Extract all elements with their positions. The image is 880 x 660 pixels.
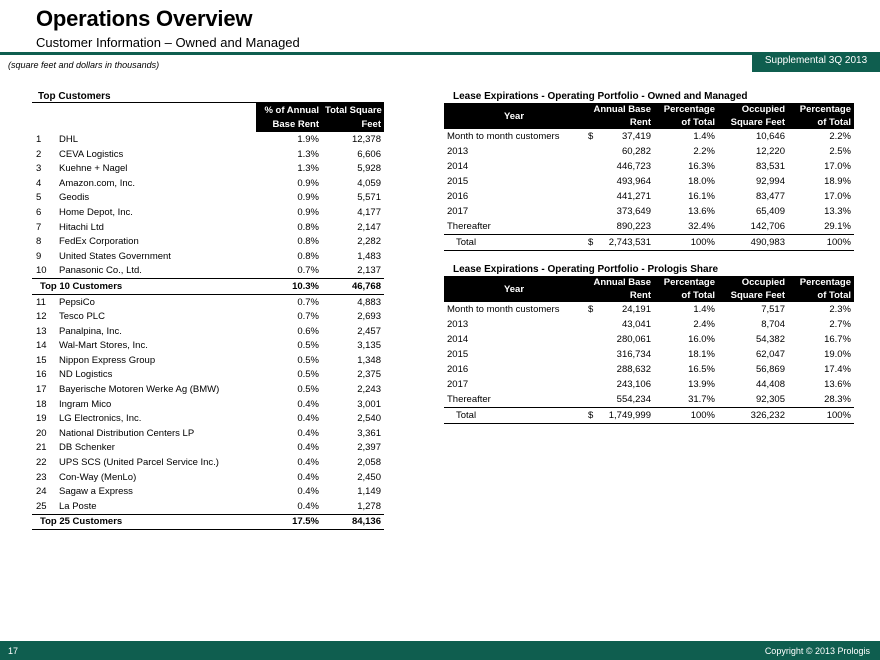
pct-header-2: of Total bbox=[654, 289, 718, 302]
lease-year: Total bbox=[444, 235, 584, 251]
customer-rent-pct: 1.3% bbox=[297, 148, 319, 160]
customer-rent-pct: 0.8% bbox=[297, 221, 319, 233]
lease-year: Month to month customers bbox=[447, 131, 560, 142]
customer-sqft: 4,177 bbox=[357, 206, 381, 218]
customer-sqft: 2,243 bbox=[357, 384, 381, 396]
currency-symbol: $ bbox=[588, 237, 594, 248]
lease-occupied-sqft: 12,220 bbox=[755, 146, 785, 157]
table-row bbox=[32, 249, 384, 264]
table-row bbox=[32, 132, 384, 147]
lease-year: 2015 bbox=[447, 176, 469, 187]
units-note: (square feet and dollars in thousands) bbox=[8, 60, 160, 70]
lease-rent-pct: 18.1% bbox=[688, 349, 715, 360]
rent-value: 288,632 bbox=[616, 364, 651, 375]
customer-rank: 9 bbox=[36, 250, 42, 262]
currency-symbol: $ bbox=[588, 410, 594, 421]
table-row bbox=[32, 441, 384, 456]
customer-sqft: 2,282 bbox=[357, 236, 381, 248]
customer-sqft: 2,457 bbox=[357, 325, 381, 337]
table-row bbox=[444, 219, 854, 235]
customer-name: ND Logistics bbox=[59, 369, 113, 381]
customer-sqft: 2,540 bbox=[357, 413, 381, 425]
lease-rent-pct: 16.3% bbox=[688, 161, 715, 172]
lease-occupied-sqft: 92,305 bbox=[755, 394, 785, 405]
rent-value: 554,234 bbox=[616, 394, 651, 405]
customer-name: Nippon Express Group bbox=[59, 354, 156, 366]
customer-sqft: 1,149 bbox=[357, 486, 381, 498]
top-25-label: Top 25 Customers bbox=[32, 514, 256, 530]
lease-occupied-sqft: 56,869 bbox=[755, 364, 785, 375]
total-row bbox=[444, 408, 854, 424]
customer-sqft: 2,397 bbox=[357, 442, 381, 454]
customer-sqft: 1,278 bbox=[357, 500, 381, 512]
lease-annual-rent bbox=[584, 377, 654, 392]
customer-rent-pct: 0.5% bbox=[297, 340, 319, 352]
table-row bbox=[32, 309, 384, 324]
lease-occupied-sqft: 7,517 bbox=[761, 304, 785, 315]
lease-sqft-pct: 17.4% bbox=[824, 364, 851, 375]
lease-annual-rent bbox=[584, 235, 654, 251]
lease-year: 2014 bbox=[447, 161, 469, 172]
lease-sqft-pct: 17.0% bbox=[824, 161, 851, 172]
top-25-sqft: 84,136 bbox=[322, 514, 384, 530]
customer-sqft: 5,571 bbox=[357, 192, 381, 204]
footer-bar bbox=[0, 641, 880, 660]
lease-annual-rent bbox=[584, 392, 654, 408]
customer-sqft: 1,483 bbox=[357, 250, 381, 262]
customer-rank: 24 bbox=[36, 486, 47, 498]
table-row bbox=[32, 353, 384, 368]
table-row bbox=[444, 144, 854, 159]
table-row bbox=[32, 264, 384, 279]
rent-value: 373,649 bbox=[616, 206, 651, 217]
rent-value: 2,743,531 bbox=[608, 237, 651, 248]
lease-occupied-sqft: 142,706 bbox=[750, 221, 785, 232]
customer-sqft: 1,348 bbox=[357, 354, 381, 366]
table-row bbox=[444, 129, 854, 144]
customer-sqft: 2,375 bbox=[357, 369, 381, 381]
pct2-header-2: of Total bbox=[788, 116, 854, 129]
table-row bbox=[32, 176, 384, 191]
table-row bbox=[444, 174, 854, 189]
top-25-total-row bbox=[32, 514, 384, 530]
lease-annual-rent bbox=[584, 302, 654, 317]
lease-occupied-sqft: 62,047 bbox=[755, 349, 785, 360]
customer-rent-pct: 0.8% bbox=[297, 236, 319, 248]
table-row bbox=[32, 294, 384, 309]
customer-rank: 23 bbox=[36, 471, 47, 483]
lease-sqft-pct: 28.3% bbox=[824, 394, 851, 405]
table-row bbox=[444, 347, 854, 362]
customer-name: Hitachi Ltd bbox=[59, 221, 104, 233]
lease-sqft-pct: 17.0% bbox=[824, 191, 851, 202]
customer-name: Wal-Mart Stores, Inc. bbox=[59, 340, 148, 352]
lease-year: Month to month customers bbox=[447, 304, 560, 315]
customer-name: Bayerische Motoren Werke Ag (BMW) bbox=[59, 384, 220, 396]
page-title: Operations Overview bbox=[36, 6, 253, 31]
lease-share-table bbox=[444, 276, 854, 424]
customer-rent-pct: 0.6% bbox=[297, 325, 319, 337]
rent-value: 243,106 bbox=[616, 379, 651, 390]
table-row bbox=[32, 484, 384, 499]
top-25-pct: 17.5% bbox=[256, 514, 322, 530]
table-row bbox=[32, 397, 384, 412]
customer-rent-pct: 1.3% bbox=[297, 163, 319, 175]
customer-rank: 12 bbox=[36, 311, 47, 323]
top-10-label: Top 10 Customers bbox=[32, 279, 256, 295]
customer-name: Amazon.com, Inc. bbox=[59, 177, 136, 189]
lease-sqft-pct: 2.5% bbox=[829, 146, 851, 157]
customer-sqft: 6,606 bbox=[357, 148, 381, 160]
customer-name: CEVA Logistics bbox=[59, 148, 124, 160]
customer-rank: 18 bbox=[36, 398, 47, 410]
page-number: 17 bbox=[8, 646, 19, 656]
pct2-header-1: Percentage bbox=[788, 103, 854, 116]
customer-rent-pct: 0.4% bbox=[297, 486, 319, 498]
customer-name: Home Depot, Inc. bbox=[59, 206, 133, 218]
top-customers-title: Top Customers bbox=[38, 91, 111, 102]
customer-rent-pct: 0.5% bbox=[297, 369, 319, 381]
lease-owned-title: Lease Expirations - Operating Portfolio - Owned and Managed bbox=[453, 91, 748, 102]
lease-rent-pct: 2.2% bbox=[693, 146, 715, 157]
table-row bbox=[32, 368, 384, 383]
pct-header-1: Percentage bbox=[654, 103, 718, 116]
lease-year: 2017 bbox=[447, 379, 469, 390]
lease-rent-pct: 1.4% bbox=[693, 304, 715, 315]
abr-header-2: Rent bbox=[584, 289, 654, 302]
lease-rent-pct: 16.0% bbox=[688, 334, 715, 345]
lease-sqft-pct: 16.7% bbox=[824, 334, 851, 345]
customer-name: Ingram Mico bbox=[59, 398, 112, 410]
table-row bbox=[32, 339, 384, 354]
lease-rent-pct: 16.5% bbox=[688, 364, 715, 375]
rent-value: 24,191 bbox=[621, 304, 651, 315]
customer-rank: 1 bbox=[36, 133, 42, 145]
lease-sqft-pct: 19.0% bbox=[824, 349, 851, 360]
lease-rent-pct: 1.4% bbox=[693, 131, 715, 142]
lease-occupied-sqft: 65,409 bbox=[755, 206, 785, 217]
customer-rent-pct: 0.5% bbox=[297, 384, 319, 396]
lease-occupied-sqft: 490,983 bbox=[718, 235, 788, 251]
customer-rank: 25 bbox=[36, 500, 47, 512]
col-sqft-header-1: Total Square bbox=[322, 103, 384, 118]
pct-header-2: of Total bbox=[654, 116, 718, 129]
abr-header-1: Annual Base bbox=[584, 276, 654, 289]
rent-value: 493,964 bbox=[616, 176, 651, 187]
customer-sqft: 2,693 bbox=[357, 311, 381, 323]
customer-name: PepsiCo bbox=[59, 296, 95, 308]
lease-annual-rent bbox=[584, 332, 654, 347]
abr-header-2: Rent bbox=[584, 116, 654, 129]
customer-name: Con-Way (MenLo) bbox=[59, 471, 137, 483]
customer-rank: 16 bbox=[36, 369, 47, 381]
lease-rent-pct: 100% bbox=[654, 408, 718, 424]
lease-annual-rent bbox=[584, 159, 654, 174]
lease-rent-pct: 13.6% bbox=[688, 206, 715, 217]
lease-sqft-pct: 2.3% bbox=[829, 304, 851, 315]
top-10-pct: 10.3% bbox=[256, 279, 322, 295]
customer-sqft: 2,147 bbox=[357, 221, 381, 233]
lease-sqft-pct: 29.1% bbox=[824, 221, 851, 232]
lease-year: 2016 bbox=[447, 191, 469, 202]
year-header: Year bbox=[444, 103, 584, 129]
table-row bbox=[32, 411, 384, 426]
table-row bbox=[32, 455, 384, 470]
customer-rank: 19 bbox=[36, 413, 47, 425]
lease-share-title: Lease Expirations - Operating Portfolio - Prologis Share bbox=[453, 264, 719, 275]
lease-sqft-pct: 2.7% bbox=[829, 319, 851, 330]
lease-annual-rent bbox=[584, 408, 654, 424]
table-row bbox=[444, 392, 854, 408]
lease-year: 2013 bbox=[447, 146, 469, 157]
lease-rent-pct: 100% bbox=[654, 235, 718, 251]
pct-header-1: Percentage bbox=[654, 276, 718, 289]
lease-rent-pct: 2.4% bbox=[693, 319, 715, 330]
lease-rent-pct: 32.4% bbox=[688, 221, 715, 232]
customer-sqft: 3,361 bbox=[357, 427, 381, 439]
customer-sqft: 2,058 bbox=[357, 457, 381, 469]
lease-year: Total bbox=[444, 408, 584, 424]
lease-annual-rent bbox=[584, 317, 654, 332]
lease-annual-rent bbox=[584, 219, 654, 235]
customer-rent-pct: 0.4% bbox=[297, 398, 319, 410]
customer-name: UPS SCS (United Parcel Service Inc.) bbox=[59, 457, 219, 469]
top-10-sqft: 46,768 bbox=[322, 279, 384, 295]
lease-year: 2017 bbox=[447, 206, 469, 217]
customer-rank: 5 bbox=[36, 192, 42, 204]
customer-rent-pct: 0.9% bbox=[297, 177, 319, 189]
customer-rent-pct: 0.5% bbox=[297, 354, 319, 366]
col-sqft-header-2: Feet bbox=[322, 118, 384, 133]
customer-rent-pct: 0.7% bbox=[297, 296, 319, 308]
col-annual-rent-header-2: Base Rent bbox=[256, 118, 322, 133]
customer-rank: 21 bbox=[36, 442, 47, 454]
customer-rank: 11 bbox=[36, 296, 46, 308]
customer-rent-pct: 0.8% bbox=[297, 250, 319, 262]
top-customers-table bbox=[32, 103, 384, 530]
customer-rank: 17 bbox=[36, 384, 47, 396]
rent-value: 280,061 bbox=[616, 334, 651, 345]
top-10-subtotal-row bbox=[32, 279, 384, 295]
lease-annual-rent bbox=[584, 174, 654, 189]
customer-sqft: 2,137 bbox=[357, 265, 381, 277]
table-row bbox=[444, 159, 854, 174]
lease-annual-rent bbox=[584, 189, 654, 204]
lease-annual-rent bbox=[584, 204, 654, 219]
lease-year: 2016 bbox=[447, 364, 469, 375]
customer-rank: 15 bbox=[36, 354, 47, 366]
table-row bbox=[444, 317, 854, 332]
pct2-header-2: of Total bbox=[788, 289, 854, 302]
customer-rank: 2 bbox=[36, 148, 42, 160]
customer-rent-pct: 0.4% bbox=[297, 442, 319, 454]
rent-value: 43,041 bbox=[621, 319, 651, 330]
customer-rent-pct: 0.9% bbox=[297, 192, 319, 204]
customer-rent-pct: 0.9% bbox=[297, 206, 319, 218]
customer-name: FedEx Corporation bbox=[59, 236, 139, 248]
table-row bbox=[32, 470, 384, 485]
table-row bbox=[444, 362, 854, 377]
customer-rank: 14 bbox=[36, 340, 47, 352]
customer-name: LG Electronics, Inc. bbox=[59, 413, 142, 425]
table-row bbox=[32, 191, 384, 206]
pct2-header-1: Percentage bbox=[788, 276, 854, 289]
lease-occupied-sqft: 8,704 bbox=[761, 319, 785, 330]
customer-sqft: 12,378 bbox=[351, 133, 381, 145]
table-row bbox=[32, 234, 384, 249]
customer-name: Tesco PLC bbox=[59, 311, 105, 323]
lease-rent-pct: 18.0% bbox=[688, 176, 715, 187]
lease-year: 2013 bbox=[447, 319, 469, 330]
table-row bbox=[444, 377, 854, 392]
customer-rent-pct: 1.9% bbox=[297, 133, 319, 145]
customer-rent-pct: 0.4% bbox=[297, 471, 319, 483]
customer-sqft: 5,928 bbox=[357, 163, 381, 175]
customer-name: DHL bbox=[59, 133, 79, 145]
year-header: Year bbox=[444, 276, 584, 302]
customer-sqft: 3,135 bbox=[357, 340, 381, 352]
lease-annual-rent bbox=[584, 362, 654, 377]
rent-value: 446,723 bbox=[616, 161, 651, 172]
osf-header-1: Occupied bbox=[718, 103, 788, 116]
lease-sqft-pct: 2.2% bbox=[829, 131, 851, 142]
table-row bbox=[32, 220, 384, 235]
lease-year: Thereafter bbox=[447, 394, 491, 405]
lease-year: 2014 bbox=[447, 334, 469, 345]
customer-rank: 10 bbox=[36, 265, 47, 277]
customer-name: National Distribution Centers LP bbox=[59, 427, 195, 439]
abr-header-1: Annual Base bbox=[584, 103, 654, 116]
customer-rent-pct: 0.4% bbox=[297, 413, 319, 425]
lease-rent-pct: 16.1% bbox=[688, 191, 715, 202]
lease-annual-rent bbox=[584, 144, 654, 159]
customer-rent-pct: 0.7% bbox=[297, 265, 319, 277]
header-rule bbox=[0, 52, 880, 55]
currency-symbol: $ bbox=[588, 304, 594, 315]
table-row bbox=[32, 426, 384, 441]
customer-sqft: 3,001 bbox=[357, 398, 381, 410]
lease-owned-table bbox=[444, 103, 854, 251]
table-row bbox=[444, 332, 854, 347]
lease-annual-rent bbox=[584, 347, 654, 362]
lease-occupied-sqft: 92,994 bbox=[755, 176, 785, 187]
rent-value: 890,223 bbox=[616, 221, 651, 232]
osf-header-2: Square Feet bbox=[718, 289, 788, 302]
lease-annual-rent bbox=[584, 129, 654, 144]
lease-year: Thereafter bbox=[447, 221, 491, 232]
total-row bbox=[444, 235, 854, 251]
customer-name: Sagaw a Express bbox=[59, 486, 133, 498]
lease-sqft-pct: 13.3% bbox=[824, 206, 851, 217]
osf-header-1: Occupied bbox=[718, 276, 788, 289]
table-row bbox=[32, 499, 384, 514]
customer-rent-pct: 0.4% bbox=[297, 457, 319, 469]
table-row bbox=[444, 204, 854, 219]
customer-sqft: 4,883 bbox=[357, 296, 381, 308]
customer-name: La Poste bbox=[59, 500, 97, 512]
customer-sqft: 2,450 bbox=[357, 471, 381, 483]
table-row bbox=[32, 382, 384, 397]
currency-symbol: $ bbox=[588, 131, 594, 142]
lease-occupied-sqft: 10,646 bbox=[755, 131, 785, 142]
customer-sqft: 4,059 bbox=[357, 177, 381, 189]
customer-name: Panalpina, Inc. bbox=[59, 325, 122, 337]
lease-occupied-sqft: 83,477 bbox=[755, 191, 785, 202]
customer-rank: 8 bbox=[36, 236, 42, 248]
osf-header-2: Square Feet bbox=[718, 116, 788, 129]
lease-occupied-sqft: 83,531 bbox=[755, 161, 785, 172]
rent-value: 37,419 bbox=[621, 131, 651, 142]
customer-rank: 13 bbox=[36, 325, 47, 337]
copyright: Copyright © 2013 Prologis bbox=[764, 646, 870, 656]
lease-sqft-pct: 100% bbox=[788, 408, 854, 424]
lease-occupied-sqft: 54,382 bbox=[755, 334, 785, 345]
lease-occupied-sqft: 44,408 bbox=[755, 379, 785, 390]
table-row bbox=[32, 324, 384, 339]
table-row bbox=[32, 147, 384, 162]
lease-rent-pct: 31.7% bbox=[688, 394, 715, 405]
lease-year: 2015 bbox=[447, 349, 469, 360]
customer-name: DB Schenker bbox=[59, 442, 115, 454]
lease-sqft-pct: 13.6% bbox=[824, 379, 851, 390]
customer-rank: 3 bbox=[36, 163, 42, 175]
col-annual-rent-header-1: % of Annual bbox=[256, 103, 322, 118]
customer-rank: 22 bbox=[36, 457, 47, 469]
customer-rent-pct: 0.4% bbox=[297, 500, 319, 512]
rent-value: 316,734 bbox=[616, 349, 651, 360]
customer-rank: 4 bbox=[36, 177, 42, 189]
customer-rent-pct: 0.7% bbox=[297, 311, 319, 323]
page-subtitle: Customer Information – Owned and Managed bbox=[36, 35, 300, 50]
lease-sqft-pct: 100% bbox=[788, 235, 854, 251]
customer-name: Geodis bbox=[59, 192, 90, 204]
table-row bbox=[32, 205, 384, 220]
customer-rank: 20 bbox=[36, 427, 47, 439]
lease-sqft-pct: 18.9% bbox=[824, 176, 851, 187]
customer-rank: 7 bbox=[36, 221, 42, 233]
table-row bbox=[444, 189, 854, 204]
customer-name: Panasonic Co., Ltd. bbox=[59, 265, 142, 277]
lease-rent-pct: 13.9% bbox=[688, 379, 715, 390]
customer-rent-pct: 0.4% bbox=[297, 427, 319, 439]
rent-value: 441,271 bbox=[616, 191, 651, 202]
rent-value: 60,282 bbox=[621, 146, 651, 157]
customer-rank: 6 bbox=[36, 206, 42, 218]
customer-name: United States Government bbox=[59, 250, 171, 262]
supplemental-badge: Supplemental 3Q 2013 bbox=[752, 52, 880, 72]
rent-value: 1,749,999 bbox=[608, 410, 651, 421]
lease-occupied-sqft: 326,232 bbox=[718, 408, 788, 424]
table-row bbox=[32, 161, 384, 176]
table-row bbox=[444, 302, 854, 317]
customer-name: Kuehne + Nagel bbox=[59, 163, 128, 175]
